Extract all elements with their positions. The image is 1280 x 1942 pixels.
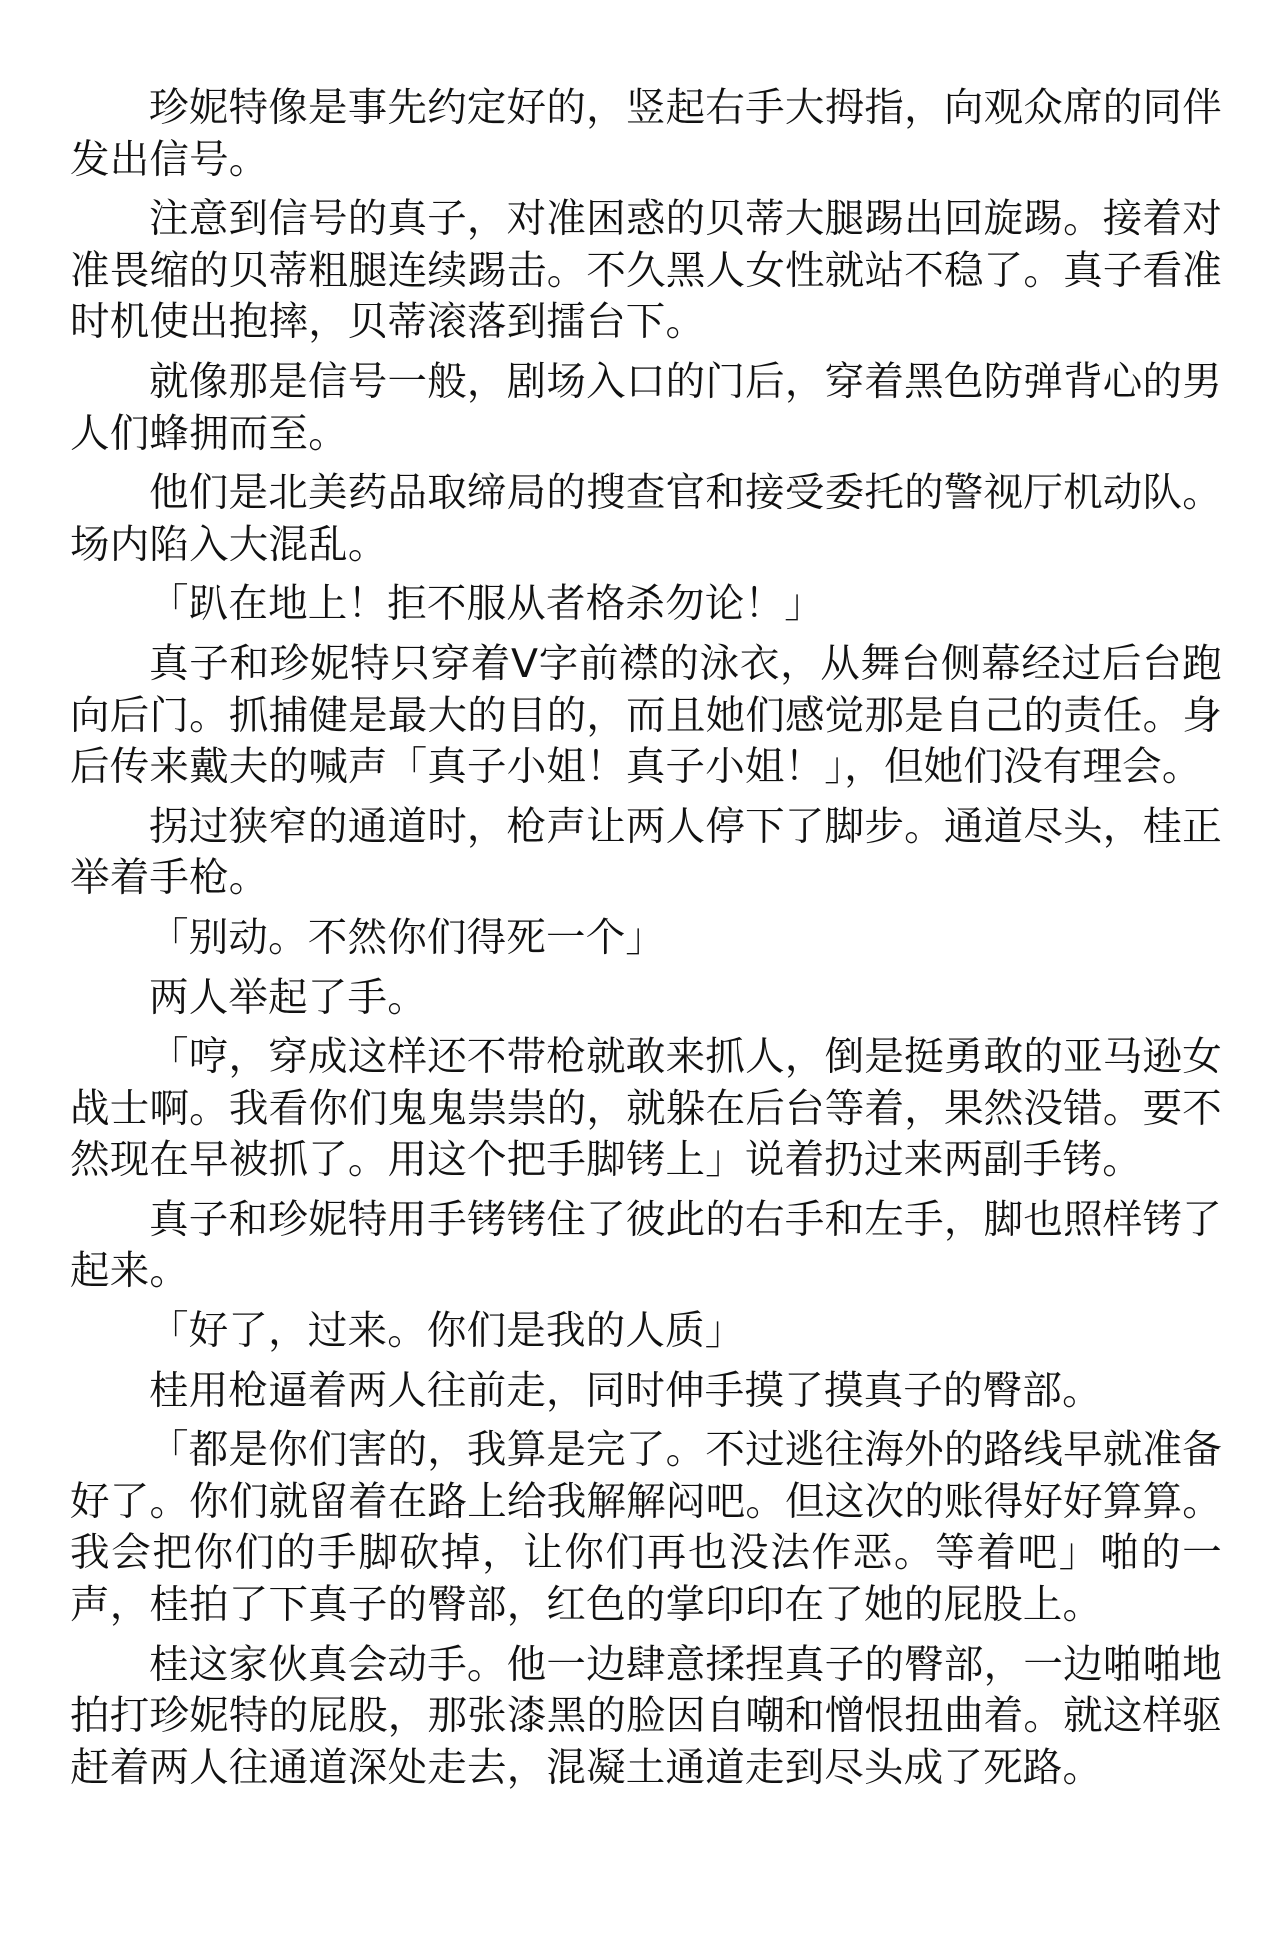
paragraph: 桂这家伙真会动手。他一边肆意揉捏真子的臀部，一边啪啪地拍打珍妮特的屁股，那张漆黑的脸因自嘲和憎恨扭曲着。就这样驱赶着两人往通道深处走去，混凝土通道走到尽头成了死路。: [70, 1641, 1222, 1791]
dialogue-line: 「趴在地上！拒不服从者格杀勿论！」: [149, 581, 824, 628]
dialogue-line: 「都是你们害的，我算是完了。不过逃往海外的路线早就准备好了。你们就留着在路上给我解解闷吧。但这次的账得好好算算。我会把你们的手脚砍掉，让你们再也没法作恶。等着吧」啪的一声，桂拍了下真子的臀部，红色的掌印印在了她的屁股上。: [70, 1427, 1222, 1629]
paragraph: 两人举起了手。: [149, 974, 427, 1021]
paragraph: 就像那是信号一般，剧场入口的门后，穿着黑色防弹背心的男人们蜂拥而至。: [70, 358, 1222, 457]
paragraph: 他们是北美药品取缔局的搜查官和接受委托的警视厅机动队。场内陷入大混乱。: [70, 470, 1222, 568]
dialogue-line: 「别动。不然你们得死一个」: [149, 914, 666, 961]
paragraph: 珍妮特像是事先约定好的，竖起右手大拇指，向观众席的同伴发出信号。: [70, 85, 1222, 183]
dialogue-line: 「好了，过来。你们是我的人质」: [149, 1308, 745, 1355]
paragraph: 真子和珍妮特只穿着V字前襟的泳衣，从舞台侧幕经过后台跑向后门。抓捕健是最大的目的，而且她们感觉那是自己的责任。身后传来戴夫的喊声「真子小姐！真子小姐！」，但她们没有理会。: [70, 640, 1222, 791]
paragraph: 注意到信号的真子，对准困惑的贝蒂大腿踢出回旋踢。接着对准畏缩的贝蒂粗腿连续踢击。不久黑人女性就站不稳了。真子看准时机使出抱摔，贝蒂滚落到擂台下。: [70, 196, 1222, 346]
paragraph: 真子和珍妮特用手铐铐住了彼此的右手和左手，脚也照样铐了起来。: [70, 1196, 1222, 1295]
paragraph: 拐过狭窄的通道时，枪声让两人停下了脚步。通道尽头，桂正举着手枪。: [70, 803, 1222, 902]
paragraph: 桂用枪逼着两人往前走，同时伸手摸了摸真子的臀部。: [149, 1367, 1102, 1414]
dialogue-line: 「哼，穿成这样还不带枪就敢来抓人，倒是挺勇敢的亚马逊女战士啊。我看你们鬼鬼祟祟的，就躲在后台等着，果然没错。要不然现在早被抓了。用这个把手脚铐上」说着扔过来两副手铐。: [70, 1034, 1222, 1184]
